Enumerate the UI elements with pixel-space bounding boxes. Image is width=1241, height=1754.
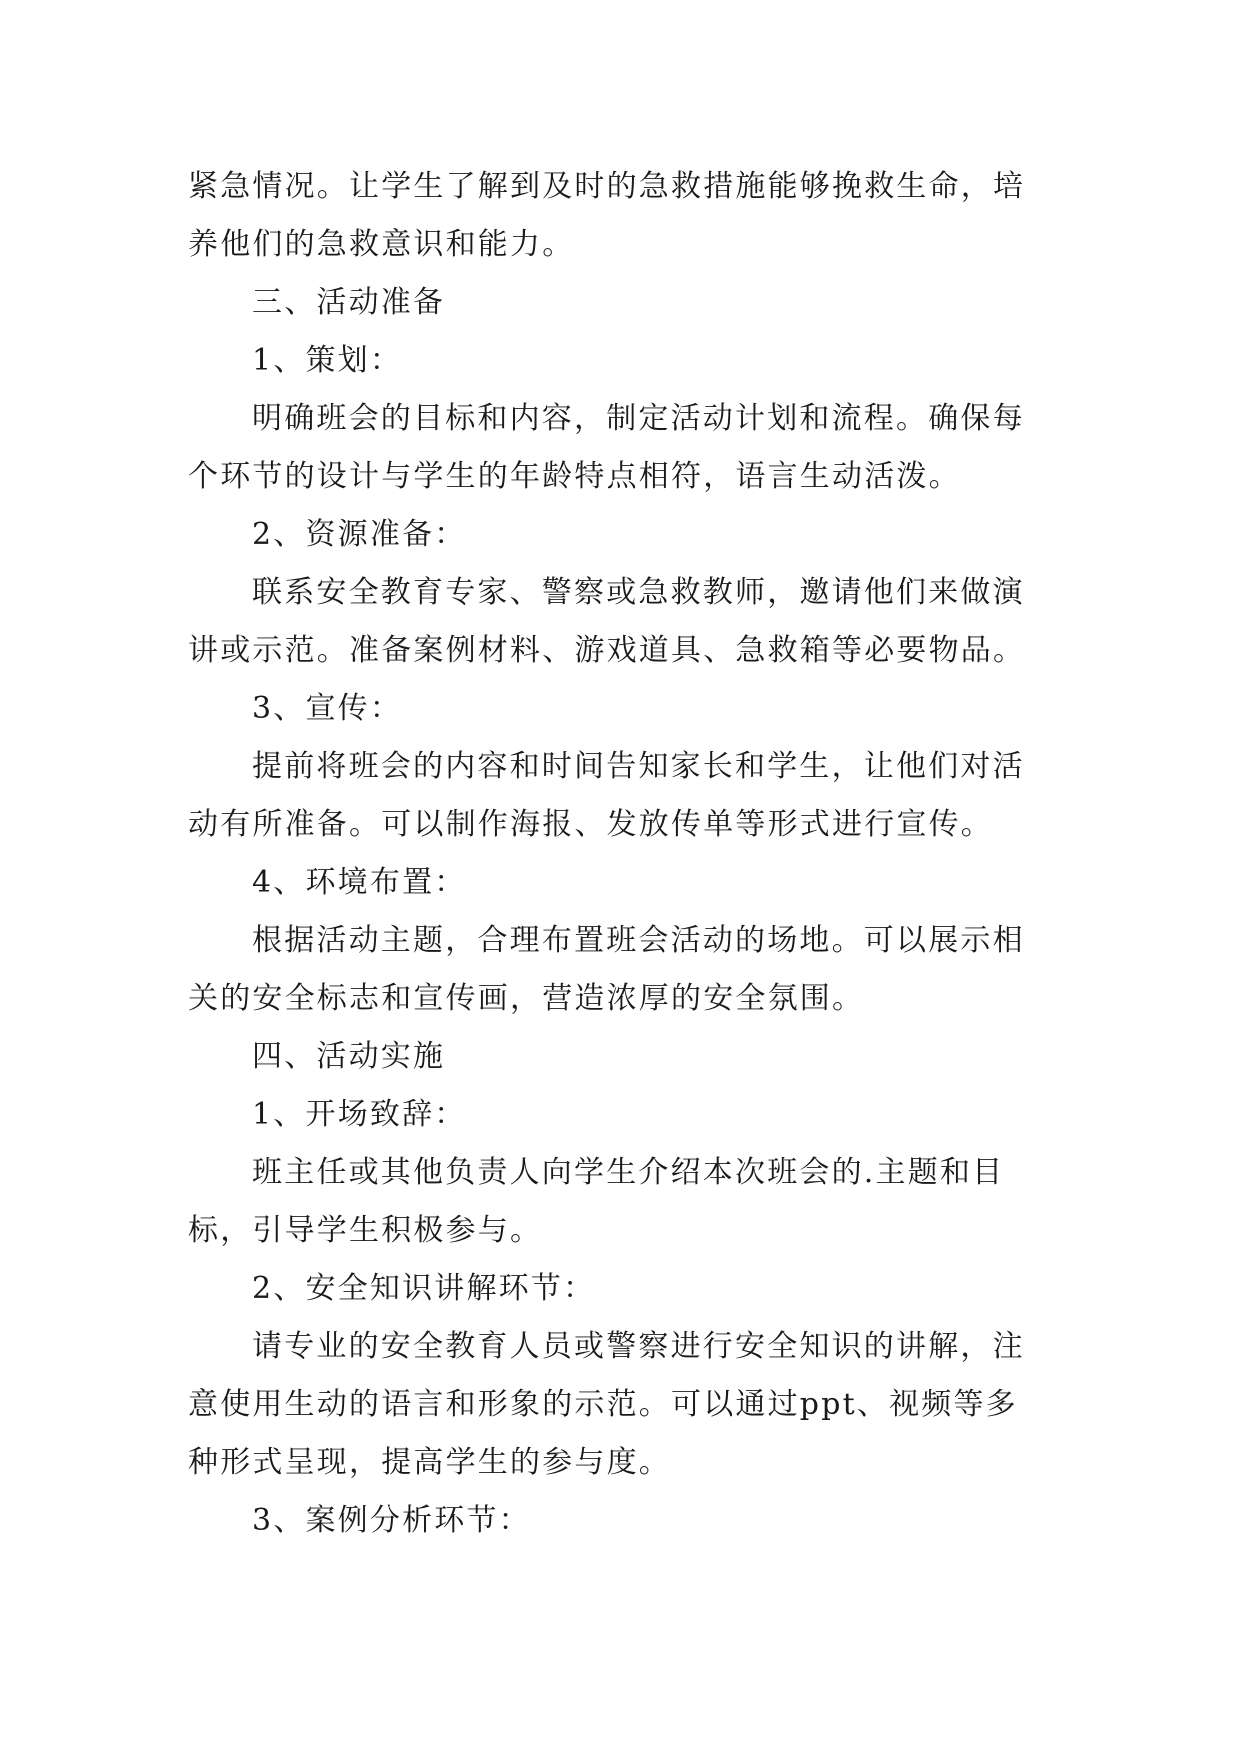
subsection-heading: 1、开场致辞： xyxy=(252,1097,467,1132)
paragraph-line: 个环节的设计与学生的年龄特点相符，语言生动活泼。 xyxy=(188,459,961,494)
section-heading: 三、活动准备 xyxy=(252,285,446,320)
paragraph-line: 班主任或其他负责人向学生介绍本次班会的.主题和目 xyxy=(252,1155,1005,1190)
paragraph-line: 请专业的安全教育人员或警察进行安全知识的讲解，注 xyxy=(252,1329,1025,1364)
document-body xyxy=(188,158,1058,1550)
subsection-heading: 3、案例分析环节： xyxy=(252,1503,531,1538)
paragraph-line: 种形式呈现，提高学生的参与度。 xyxy=(188,1445,671,1480)
paragraph-line: 标，引导学生积极参与。 xyxy=(188,1213,543,1248)
subsection-heading: 4、环境布置： xyxy=(252,865,467,900)
paragraph-line: 根据活动主题，合理布置班会活动的场地。可以展示相 xyxy=(252,923,1025,958)
paragraph-line: 联系安全教育专家、警察或急救教师，邀请他们来做演 xyxy=(252,575,1025,610)
subsection-heading: 3、宣传： xyxy=(252,691,403,726)
paragraph-line: 明确班会的目标和内容，制定活动计划和流程。确保每 xyxy=(252,401,1025,436)
subsection-heading: 2、安全知识讲解环节： xyxy=(252,1271,596,1306)
paragraph-line: 养他们的急救意识和能力。 xyxy=(188,227,575,262)
paragraph-line: 动有所准备。可以制作海报、发放传单等形式进行宣传。 xyxy=(188,807,993,842)
subsection-heading: 1、策划： xyxy=(252,343,403,378)
paragraph-line: 关的安全标志和宣传画，营造浓厚的安全氛围。 xyxy=(188,981,865,1016)
section-heading: 四、活动实施 xyxy=(252,1039,446,1074)
subsection-heading: 2、资源准备： xyxy=(252,517,467,552)
paragraph-line: 紧急情况。让学生了解到及时的急救措施能够挽救生命，培 xyxy=(188,169,1026,204)
paragraph-line: 讲或示范。准备案例材料、游戏道具、急救箱等必要物品。 xyxy=(188,633,1026,668)
paragraph-line: 提前将班会的内容和时间告知家长和学生，让他们对活 xyxy=(252,749,1025,784)
paragraph-line: 意使用生动的语言和形象的示范。可以通过ppt、视频等多 xyxy=(188,1387,1018,1422)
